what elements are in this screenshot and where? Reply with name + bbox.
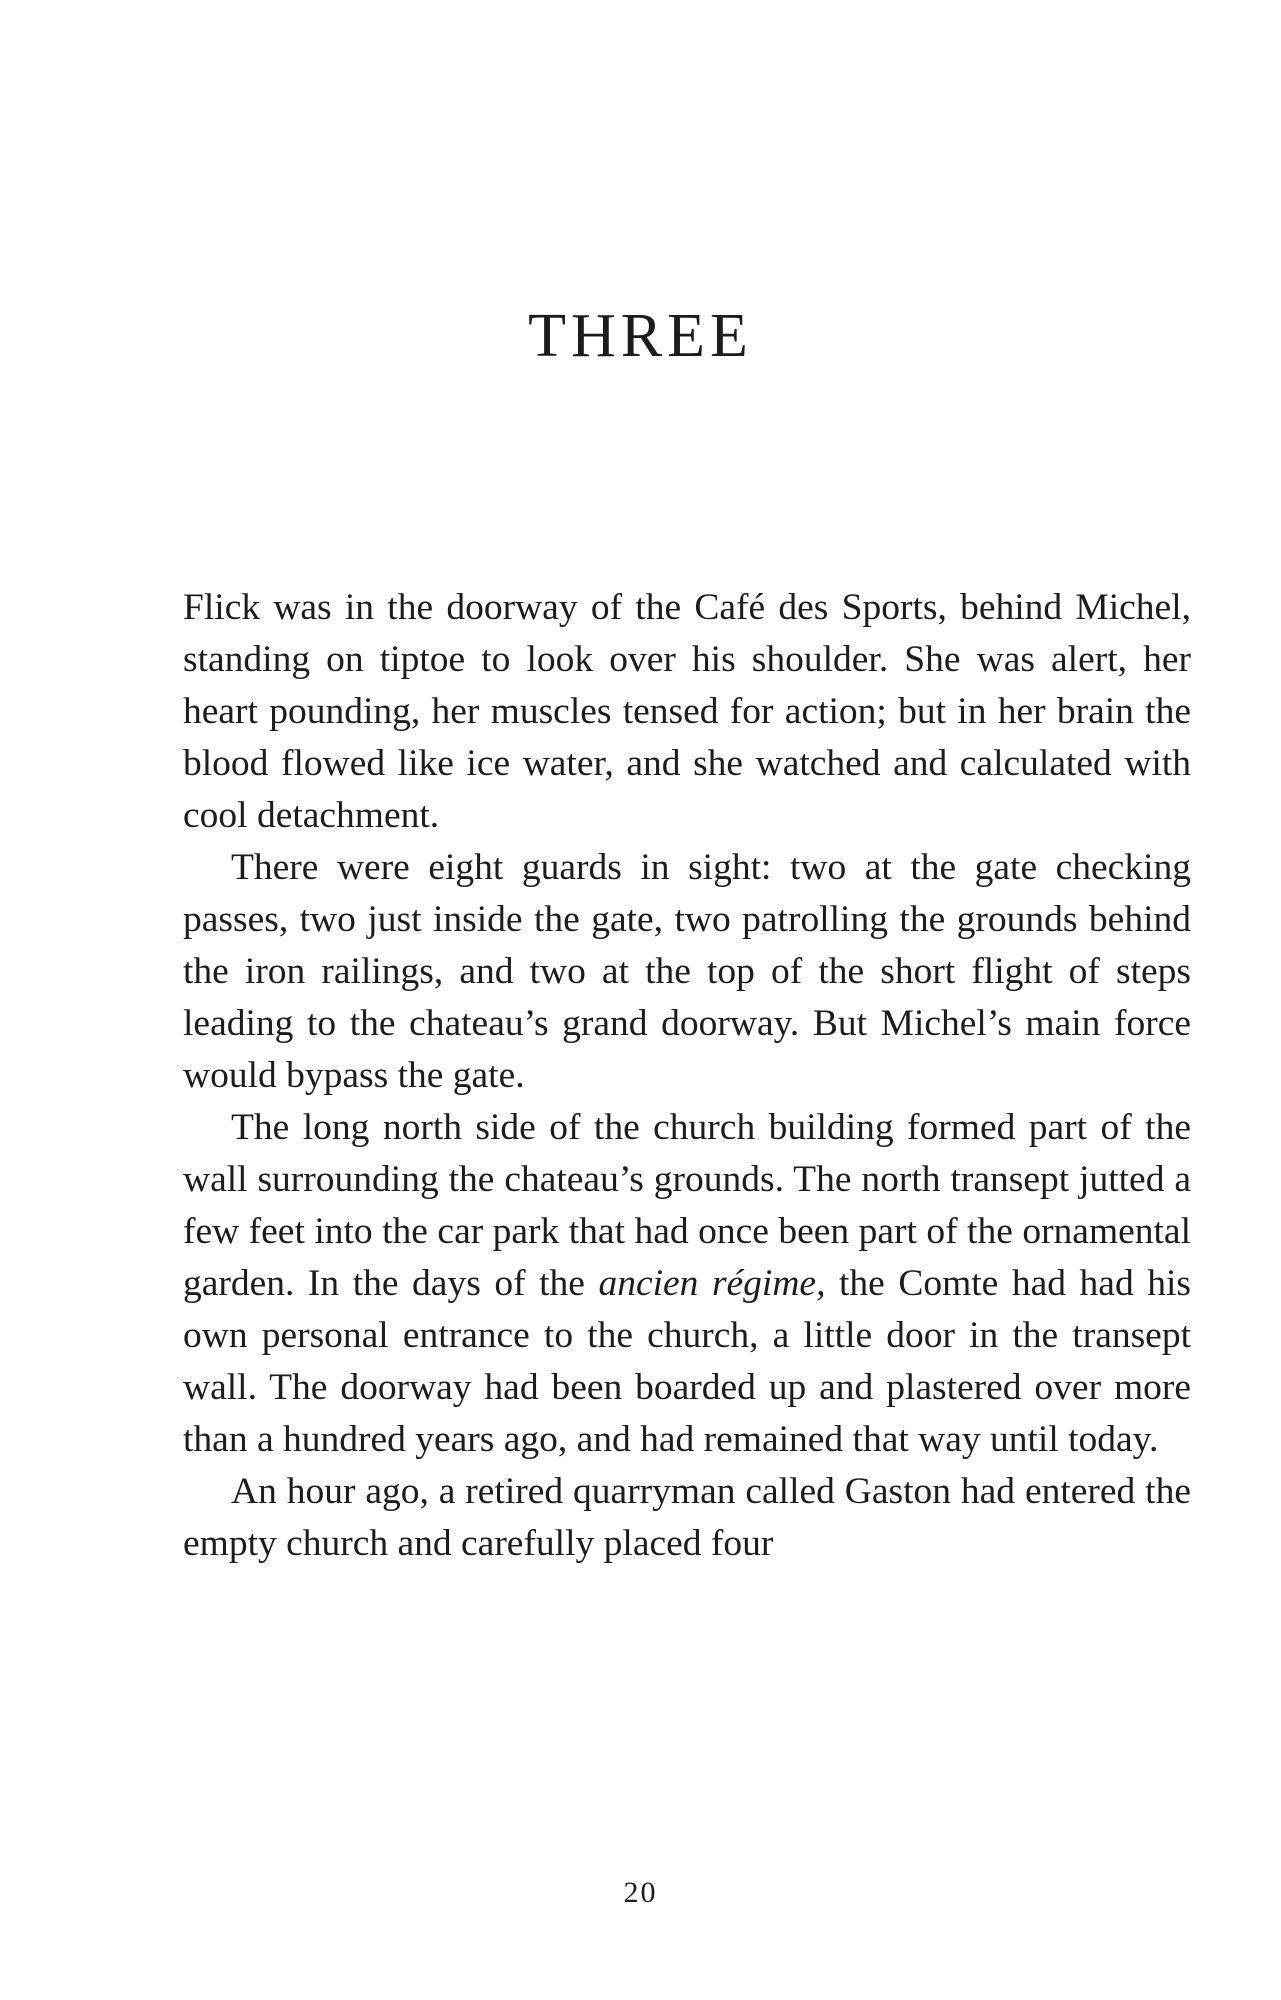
paragraph-text: the Comte had had his own personal entrance to the church, a little door in the transept wall. The doorway had been boarded up and plastered over more than a hundred years ago, and had remained that way until today.: [183, 1263, 1191, 1460]
paragraph: Flick was in the doorway of the Café des Sports, behind Michel, standing on tiptoe to look over his shoulder. She was alert, her heart pounding, her muscles tensed for action; but in her brain the blood flowed like ice water, and she watched and calculated with cool detachment.: [183, 587, 1191, 836]
body-text: [183, 582, 1191, 1570]
chapter-title: THREE: [528, 302, 753, 370]
paragraph-text: The long north side of the church building formed part of the wall surrounding the chateau’s grounds. The north transept jutted a few feet into the car park that had once been part of the ornamental garden. In the days of the: [183, 1107, 1191, 1304]
italic-phrase: ancien régime,: [598, 1263, 826, 1304]
paragraph: There were eight guards in sight: two at the gate checking passes, two just inside the gate, two patrolling the grounds behind the iron railings, and two at the top of the short flight of steps leading to the chateau’s grand doorway. But Michel’s main force would bypass the gate.: [183, 847, 1191, 1096]
page-number: 20: [623, 1876, 658, 1909]
paragraph: An hour ago, a retired quarryman called Gaston had entered the empty church and carefully placed four: [183, 1471, 1191, 1564]
paragraph: [183, 1102, 1191, 1466]
